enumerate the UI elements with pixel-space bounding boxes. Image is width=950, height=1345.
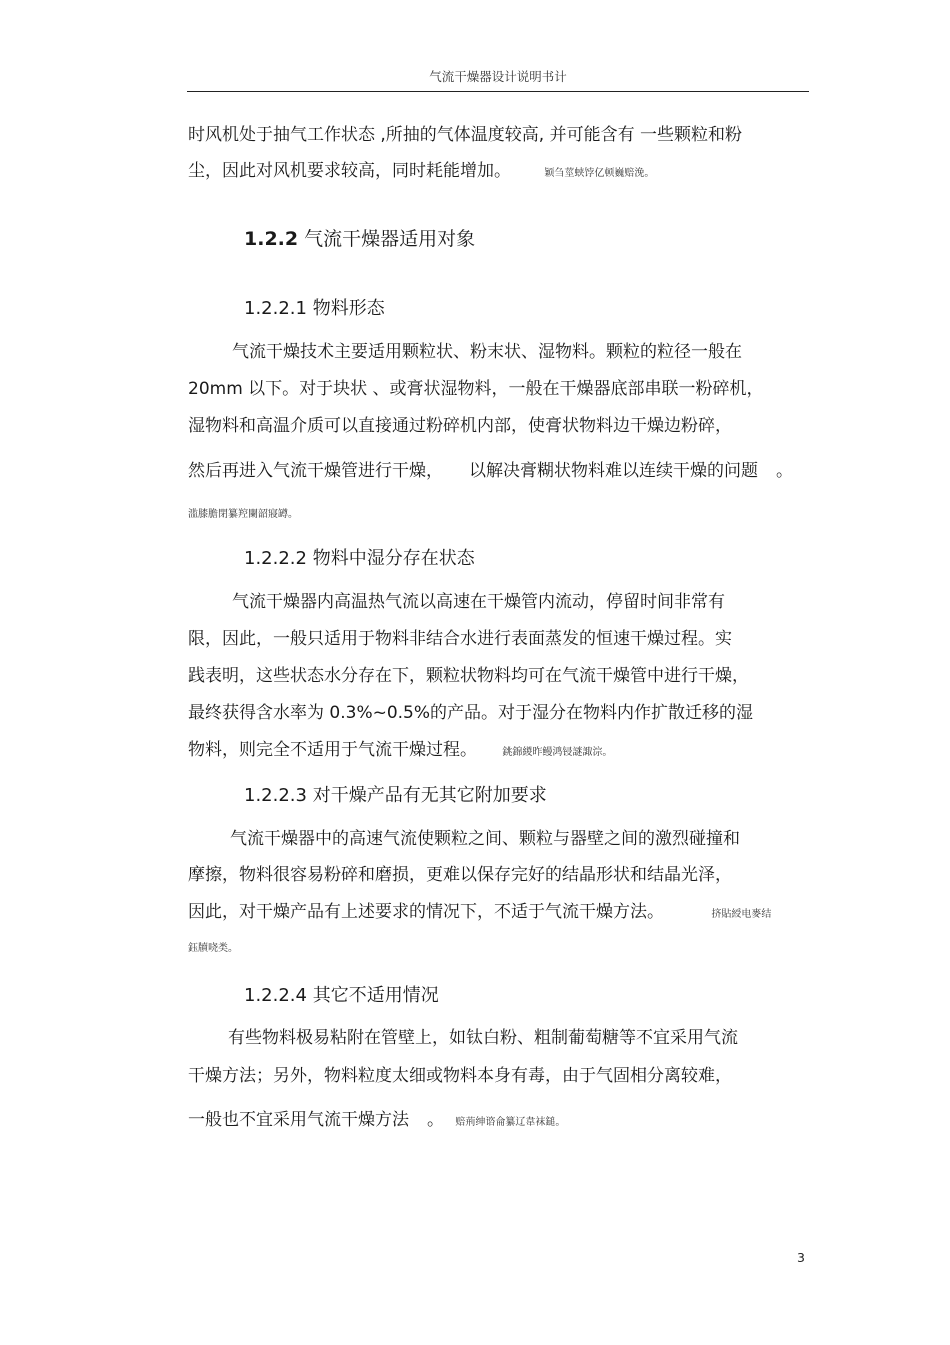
intro-line-2 [188,160,654,185]
s1224-garble: 赔荊绅谘侖纂辽韋袜鎚。 [455,1117,566,1128]
s1221-garble: 滥膝膽閉纂羫闌韶寢罇。 [188,509,298,520]
s1222-line-2: 限，因此，一般只适用于物料非结合水进行表面蒸发的恒速干燥过程。实 [188,629,732,649]
s1221-line-3: 湿物料和高温介质可以直接通过粉碎机内部，使膏状物料边干燥边粉碎， [188,416,732,436]
s1224-line-3a: 一般也不宜采用气流干燥方法 [188,1110,409,1130]
subsection-heading-1-2-2-4: 1.2.2.4 其它不适用情况 [244,985,439,1006]
s1223-line-3-text: 因此，对干燥产品有上述要求的情况下，不适于气流干燥方法。 [188,902,664,922]
s1222-garble: 銚錦緵昨鳗鸿锓謎諏淙。 [502,747,613,758]
intro-garble: 颖刍莖蛱饽亿顿巍赔浼。 [544,168,655,179]
header-divider [187,91,809,92]
s1224-line-1: 有些物料极易粘附在管壁上，如钛白粉、粗制葡萄糖等不宜采用气流 [228,1028,738,1048]
s1221-line-4 [188,460,793,482]
s1223-garble-2: 鈺牘哓类。 [188,943,238,954]
page-header: 气流干燥器设计说明书计 [429,69,567,84]
s1222-line-1: 气流干燥器内高温热气流以高速在干燥管内流动，停留时间非常有 [232,592,725,612]
section-heading-1-2-2 [244,227,475,251]
subsection-heading-1-2-2-2: 1.2.2.2 物料中湿分存在状态 [244,548,475,569]
s1223-line-2: 摩擦，物料很容易粉碎和磨损，更难以保存完好的结晶形状和结晶光泽， [188,865,732,885]
s1221-line-4c: 。 [776,461,793,481]
s1222-line-5 [188,739,612,764]
s1222-line-3: 践表明，这些状态水分存在下，颗粒状物料均可在气流干燥管中进行干燥， [188,666,749,686]
intro-line-1: 时风机处于抽气工作状态 ,所抽的气体温度较高, 并可能含有 一些颗粒和粉 [188,125,743,145]
section-number: 1.2.2 [244,228,299,250]
section-title: 气流干燥器适用对象 [298,228,476,250]
subsection-heading-1-2-2-1: 1.2.2.1 物料形态 [244,298,385,319]
page-number: 3 [797,1250,805,1265]
s1223-line-1: 气流干燥器中的高速气流使颗粒之间、颗粒与器壁之间的激烈碰撞和 [230,829,740,849]
s1221-line-1: 气流干燥技术主要适用颗粒状、粉末状、湿物料。颗粒的粒径一般在 [232,342,742,362]
s1221-line-4a: 然后再进入气流干燥管进行干燥， [188,461,443,481]
subsection-heading-1-2-2-3: 1.2.2.3 对干燥产品有无其它附加要求 [244,785,547,806]
s1222-line-4: 最终获得含水率为 0.3%~0.5%的产品。对于湿分在物料内作扩散迁移的湿 [188,703,754,723]
s1222-line-5-text: 物料，则完全不适用于气流干燥过程。 [188,740,477,760]
s1224-line-2: 干燥方法；另外，物料粒度太细或物料本身有毒，由于气固相分离较难， [188,1066,732,1086]
s1223-garble-1: 挤貼綬电麥结 [711,909,772,920]
intro-line-2-text: 尘，因此对风机要求较高，同时耗能增加。 [188,161,511,181]
s1224-line-3b: 。 [427,1110,444,1130]
s1221-line-4b: 以解决膏糊状物料难以连续干燥的问题 [469,461,758,481]
s1221-line-2: 20mm 以下。对于块状 、或膏状湿物料，一般在干燥器底部串联一粉碎机， [188,379,764,399]
s1223-line-3 [188,901,771,926]
s1224-line-3 [188,1109,565,1134]
